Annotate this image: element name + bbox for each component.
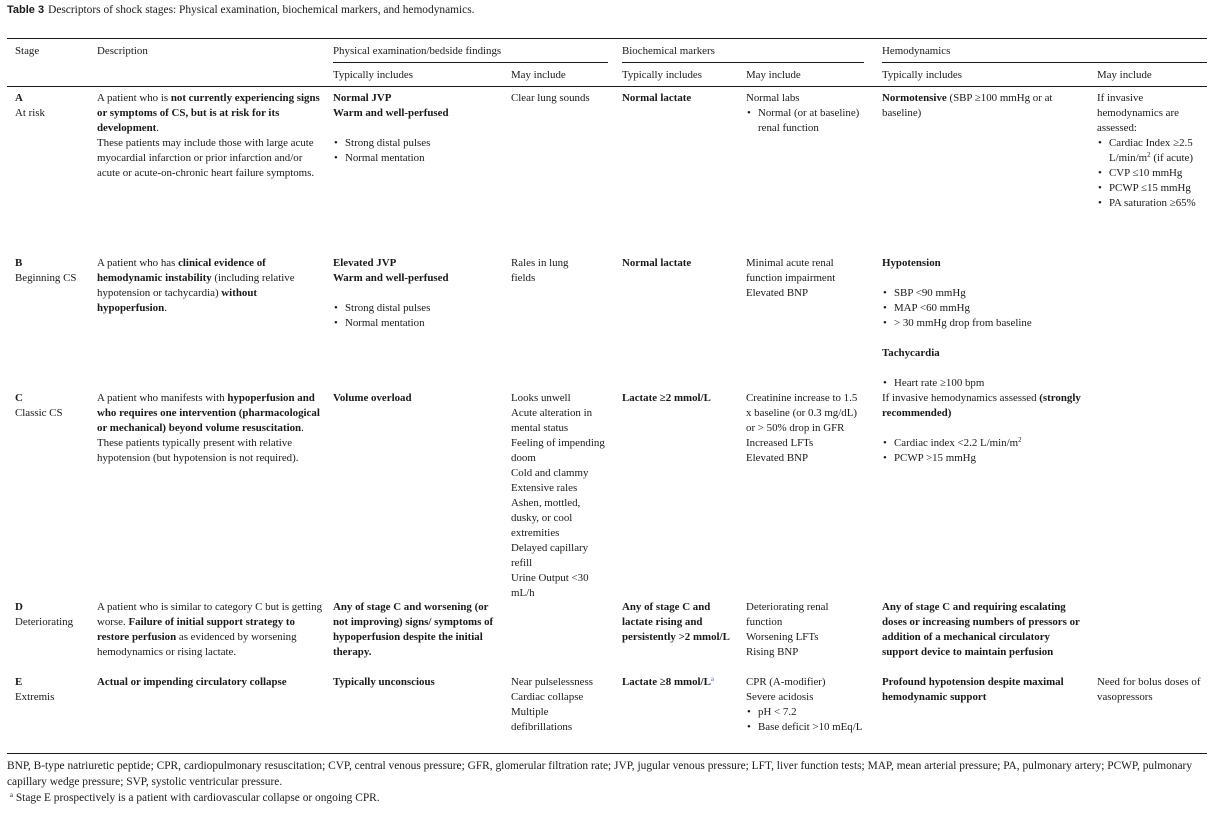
subheader-physical-typical: Typically includes [333, 69, 413, 81]
table-caption [7, 3, 475, 18]
hemo-bold: Hypotension [882, 257, 941, 269]
desc-text: A patient who manifests with [97, 392, 228, 404]
list-item: • PCWP ≤15 mmHg [1097, 181, 1205, 196]
superscript: 2 [1147, 151, 1151, 159]
desc-bold: not currently experiencing signs or symptoms of CS, but is at risk for its development [97, 92, 320, 134]
finding-bold: Typically unconscious [333, 676, 435, 688]
biochemical-typical-a [622, 91, 740, 106]
desc-bold: clinical evidence of hemodynamic instability [97, 257, 266, 284]
marker-line: Increased LFTs [746, 437, 814, 449]
list-item: • Strong distal pulses [333, 136, 505, 151]
description-a [97, 91, 325, 181]
physical-may-e [511, 675, 611, 735]
hemo-bold: Tachycardia [882, 347, 940, 359]
hemodynamics-may-a [1097, 91, 1205, 211]
finding-line: Multiple defibrillations [511, 706, 573, 733]
table-footnotes [7, 758, 1207, 806]
finding-line: Ashen, mottled, dusky, or cool extremities [511, 497, 581, 539]
footnote-marker: a [9, 791, 13, 799]
list-item: • PCWP >15 mmHg [882, 451, 1092, 466]
biochemical-may-e [746, 675, 864, 735]
subheader-hemodynamics-may: May include [1097, 69, 1152, 81]
subheader-physical-may: May include [511, 69, 566, 81]
hemodynamics-typical-b [882, 256, 1087, 391]
list-item [1097, 136, 1205, 166]
marker-line: Deteriorating renal function [746, 601, 829, 628]
list-item: • pH < 7.2 [746, 705, 864, 720]
biochemical-may-d [746, 600, 864, 660]
marker-line: Severe acidosis [746, 691, 814, 703]
description-e [97, 675, 327, 690]
finding-bold: Elevated JVP [333, 257, 397, 269]
superscript: 2 [1018, 436, 1022, 444]
stage-name: At risk [15, 107, 45, 119]
finding-bold: Warm and well-perfused [333, 272, 449, 284]
table-title: Descriptors of shock stages: Physical examination, biochemical markers, and hemodynamics. [48, 4, 475, 16]
list-item: • Normal mentation [333, 151, 505, 166]
ci-tail: (if acute) [1150, 152, 1193, 164]
marker-bold: Normal lactate [622, 257, 692, 269]
physical-may-a: Clear lung sounds [511, 92, 590, 104]
physical-typical-c [333, 391, 505, 406]
list-item: • Strong distal pulses [333, 301, 505, 316]
list-item: • Base deficit >10 mEq/L [746, 720, 864, 735]
marker-line: Rising BNP [746, 646, 799, 658]
stage-name: Beginning CS [15, 272, 77, 284]
desc-text: These patients may include those with large acute myocardial infarction or prior infarction and/or acute or acute-on-chronic heart failure symptoms. [97, 137, 315, 179]
hemodynamics-may-e: Need for bolus doses of vasopressors [1097, 676, 1201, 703]
desc-bold: Actual or impending circulatory collapse [97, 676, 287, 688]
stage-letter: B [15, 257, 23, 269]
stage-name: Extremis [15, 691, 55, 703]
finding-line: Cardiac collapse [511, 691, 584, 703]
hemodynamics-typical-a [882, 91, 1087, 121]
finding-bold: Warm and well-perfused [333, 107, 449, 119]
list-item: • CVP ≤10 mmHg [1097, 166, 1205, 181]
physical-typical-a [333, 91, 505, 166]
list-item: • > 30 mmHg drop from baseline [882, 316, 1087, 331]
finding-bold: Normal JVP [333, 92, 392, 104]
stage-a [15, 91, 90, 121]
stage-d [15, 600, 95, 630]
biochemical-may-b: Minimal acute renal function impairment Elevated BNP [746, 257, 836, 299]
desc-text: A patient who is [97, 92, 171, 104]
biochemical-may-a [746, 91, 866, 136]
hemodynamics-typical-e [882, 675, 1087, 705]
hemo-bold: Any of stage C and requiring escalating doses or increasing numbers of pressors or addition of a mechanical circulatory support device to maintain perfusion [882, 601, 1080, 658]
abbreviations-footnote: BNP, B-type natriuretic peptide; CPR, cardiopulmonary resuscitation; CVP, central venous pressure; GFR, glomerular filtration rate; JVP, jugular venous pressure; LFT, liver function tests; MAP, mean arterial pressure; PA, pulmonary artery; PCWP, pulmonary capillary wedge pressure; SVP, systolic ventricular pressure. [7, 760, 1193, 788]
description-b [97, 256, 325, 316]
hemo-bold: (strongly recommended) [882, 392, 1081, 419]
stage-b [15, 256, 95, 286]
finding-line: Feeling of impending doom [511, 437, 605, 464]
subheader-biochemical-typical: Typically includes [622, 69, 702, 81]
stage-c [15, 391, 90, 421]
list-item: • PA saturation ≥65% [1097, 196, 1205, 211]
marker-line: CPR (A-modifier) [746, 676, 826, 688]
subheader-hemodynamics-typical: Typically includes [882, 69, 962, 81]
marker-bold: Normal lactate [622, 92, 692, 104]
header-biochemical: Biochemical markers [622, 45, 715, 57]
biochemical-may-c [746, 391, 864, 466]
desc-text: as evidenced by worsening hemodynamics or rising lactate. [97, 631, 297, 658]
desc-text: These patients typically present with relative hypotension (but hypotension is not required). [97, 437, 299, 464]
top-rule [7, 38, 1207, 39]
desc-text: . [301, 422, 304, 434]
list-item [882, 436, 1092, 451]
finding-line: Extensive rales [511, 482, 578, 494]
header-physical: Physical examination/bedside findings [333, 45, 502, 57]
finding-line: Delayed capillary refill [511, 542, 589, 569]
finding-line: Looks unwell [511, 392, 571, 404]
biochemical-typical-c [622, 391, 740, 406]
finding-bold: Volume overload [333, 392, 412, 404]
physical-typical-b [333, 256, 505, 331]
ci-text: Cardiac index <2.2 L/min/m [894, 437, 1019, 449]
biochemical-typical-d [622, 600, 732, 645]
hemodynamics-group-rule [882, 62, 1207, 63]
list-item: • Normal (or at baseline) renal function [746, 106, 866, 136]
finding-line: Acute alteration in mental status [511, 407, 593, 434]
marker-line: Worsening LFTs [746, 631, 819, 643]
list-item: • Heart rate ≥100 bpm [882, 376, 1087, 391]
desc-bold: hypoperfusion and who requires one intervention (pharmacological or mechanical) beyond volume resuscitation [97, 392, 320, 434]
stage-name: Deteriorating [15, 616, 74, 628]
hemo-text: (SBP ≥100 mmHg or at baseline) [882, 92, 1053, 119]
biochemical-typical-e [622, 675, 742, 690]
physical-may-b: Rales in lung fields [511, 257, 569, 284]
ci-text: Cardiac Index ≥2.5 L/min/m [1109, 137, 1193, 164]
footnote-a-text: Stage E prospectively is a patient with cardiovascular collapse or ongoing CPR. [12, 792, 380, 804]
finding-line: Urine Output <30 mL/h [511, 572, 589, 599]
stage-e [15, 675, 90, 705]
desc-text: . [164, 302, 167, 314]
marker-line: Creatinine increase to 1.5 x baseline (or 0.3 mg/dL) or > 50% drop in GFR [746, 392, 858, 434]
stage-letter: D [15, 601, 23, 613]
description-d [97, 600, 325, 660]
hemo-text: If invasive hemodynamics assessed [882, 392, 1040, 404]
hemodynamics-typical-d [882, 600, 1087, 660]
hemo-bold: Normotensive [882, 92, 947, 104]
list-item: • Normal mentation [333, 316, 505, 331]
list-item: • SBP <90 mmHg [882, 286, 1087, 301]
physical-typical-e [333, 675, 505, 690]
hemo-bold: Profound hypotension despite maximal hemodynamic support [882, 676, 1064, 703]
stage-letter: C [15, 392, 23, 404]
bottom-rule [7, 753, 1207, 754]
stage-letter: E [15, 676, 23, 688]
marker-bold: Lactate ≥8 mmol/L [622, 676, 711, 688]
description-c [97, 391, 325, 466]
physical-may-c [511, 391, 605, 601]
hemo-text: If invasive hemodynamics are assessed: [1097, 92, 1179, 134]
marker-bold: Lactate ≥2 mmol/L [622, 392, 711, 404]
subheader-rule [7, 86, 1207, 87]
physical-group-rule [333, 62, 608, 63]
stage-name: Classic CS [15, 407, 63, 419]
finding-line: Cold and clammy [511, 467, 589, 479]
list-item: • MAP <60 mmHg [882, 301, 1087, 316]
biochemical-typical-b [622, 256, 740, 271]
footnote-ref-a[interactable]: a [710, 675, 714, 683]
desc-text: (including relative hypotension or tachycardia) [97, 272, 295, 299]
desc-bold: without hypoperfusion [97, 287, 257, 314]
desc-text: . [156, 122, 160, 134]
finding-bold: Any of stage C and worsening (or not improving) signs/ symptoms of hypoperfusion despite the initial therapy. [333, 601, 494, 658]
marker-bold: Any of stage C and lactate rising and persistently >2 mmol/L [622, 601, 730, 643]
marker-line: Elevated BNP [746, 452, 809, 464]
subheader-biochemical-may: May include [746, 69, 801, 81]
header-hemodynamics: Hemodynamics [882, 45, 951, 57]
header-description: Description [97, 45, 148, 57]
table-label: Table 3 [7, 4, 45, 16]
footnote-a [7, 790, 1207, 806]
desc-text: A patient who is similar to category C but is getting worse. [97, 601, 323, 628]
desc-text: A patient who has [97, 257, 179, 269]
marker-text: Normal labs [746, 92, 800, 104]
hemodynamics-typical-c [882, 391, 1092, 466]
stage-letter: A [15, 92, 23, 104]
header-stage: Stage [15, 45, 40, 57]
desc-bold: Failure of initial support strategy to restore perfusion [97, 616, 295, 643]
finding-line: Near pulselessness [511, 676, 593, 688]
physical-typical-d [333, 600, 501, 660]
biochemical-group-rule [622, 62, 864, 63]
